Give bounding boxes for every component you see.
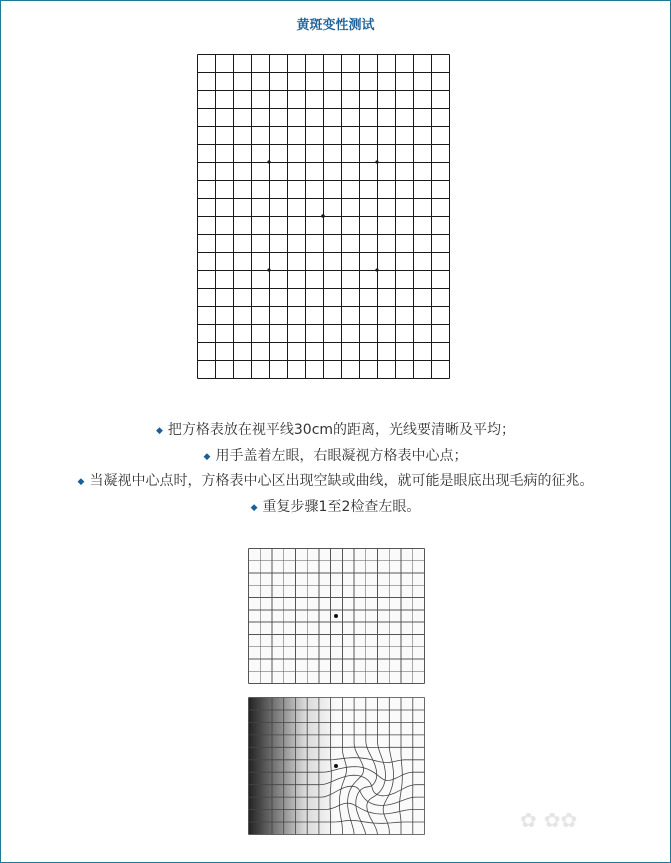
instruction-step: ◆ 重复步骤1至2检查左眼。	[250, 498, 421, 515]
reference-dot	[375, 268, 378, 271]
reference-dot	[267, 268, 270, 271]
center-fixation-dot	[334, 764, 338, 768]
instruction-step: ◆ 把方格表放在视平线30cm的距离，光线要清晰及平均；	[155, 422, 516, 438]
watermark: ✿ ✿✿	[520, 808, 578, 832]
diamond-bullet-icon: ◆	[155, 426, 163, 436]
amsler-grid-main	[197, 54, 451, 380]
instruction-step: ◆ 用手盖着左眼，右眼凝视方格表中心点；	[203, 447, 468, 464]
diamond-bullet-icon: ◆	[77, 477, 85, 487]
diamond-bullet-icon: ◆	[250, 502, 258, 513]
page-title: 黄斑变性测试	[296, 18, 375, 33]
instructions-list	[0, 418, 671, 520]
center-fixation-dot	[334, 614, 338, 618]
reference-dot	[267, 160, 270, 163]
reference-dot	[375, 160, 378, 163]
instruction-step: ◆ 当凝视中心点时，方格表中心区出现空缺或曲线，就可能是眼底出现毛病的征兆。	[77, 473, 594, 489]
amsler-grid-normal	[248, 548, 425, 684]
center-fixation-dot	[321, 214, 325, 218]
diamond-bullet-icon: ◆	[203, 451, 211, 462]
amsler-grid-distorted	[248, 697, 425, 835]
